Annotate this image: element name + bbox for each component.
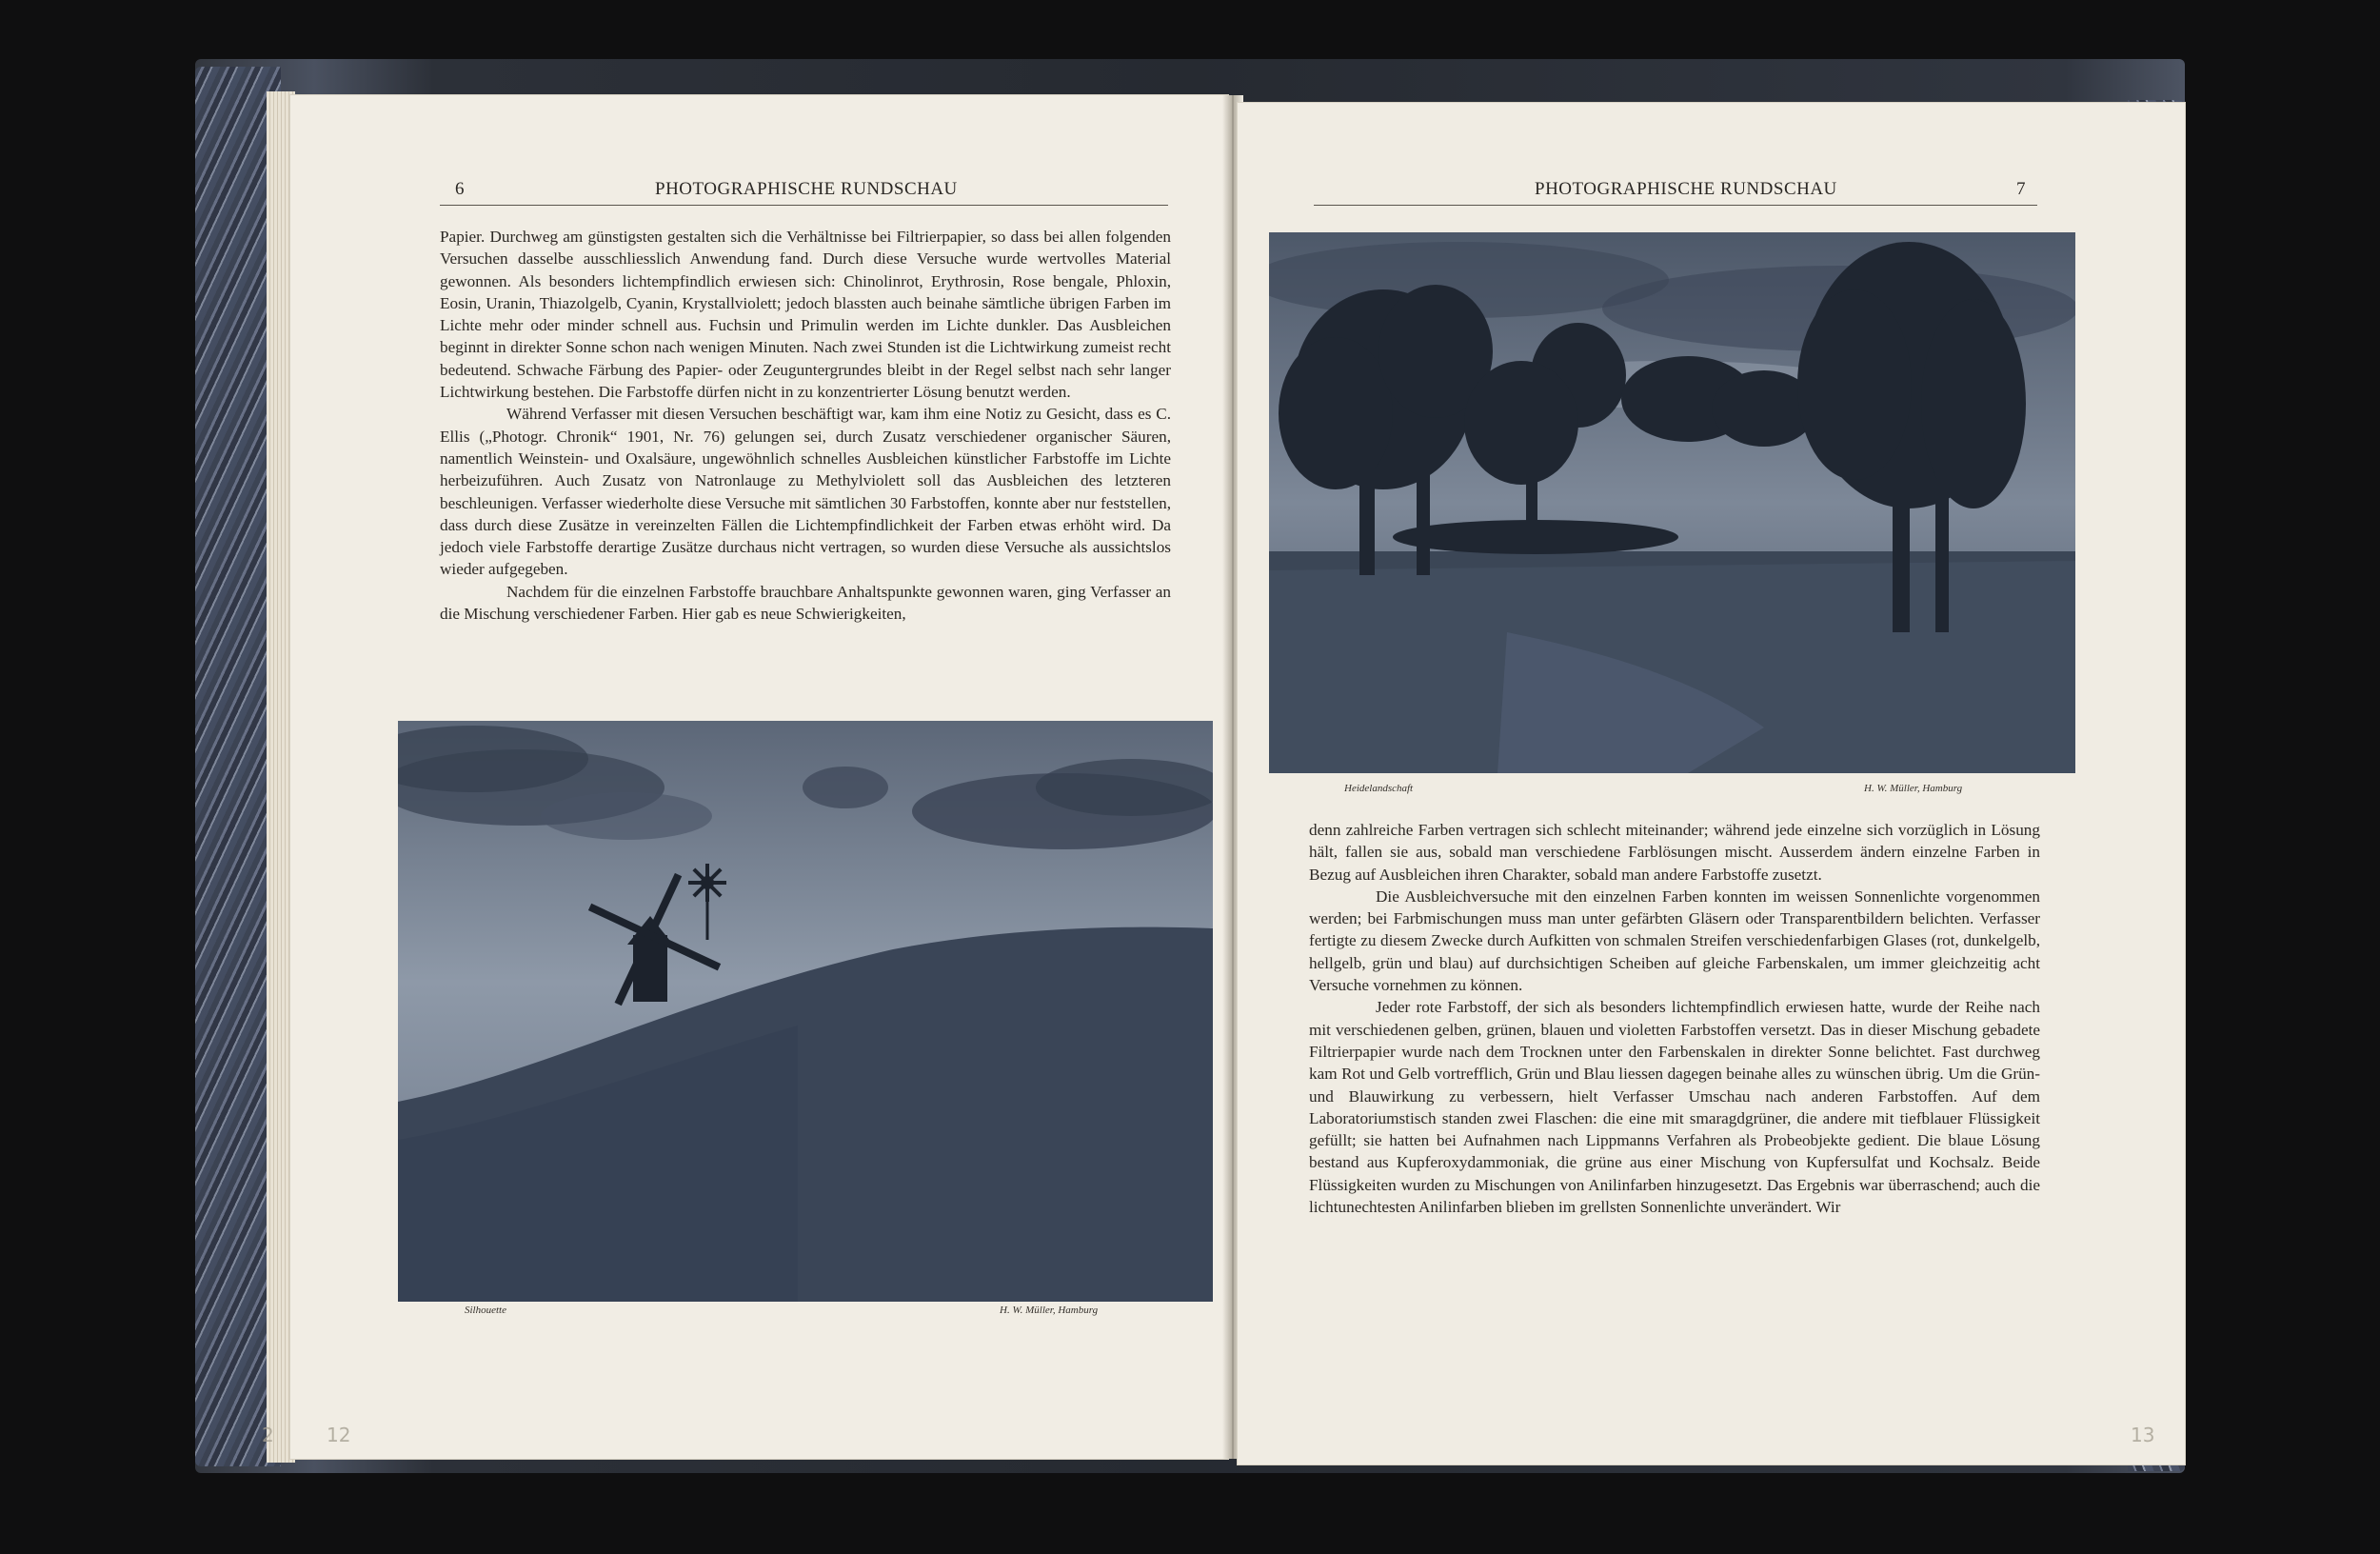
left-paragraph-1: Papier. Durchweg am günstigsten gestalten sich die Verhältnisse bei Filtrierpapier, so dass bei allen folgenden Versuchen dasselbe ausschliesslich Anwendung fand. Durch diese Versuche wurde wertvolles Material gewonnen. Als besonders lichtempfindlich erwiesen sich: Chinolinrot, Erythrosin, Rose bengale, Phloxin, Eosin, Uranin, Thiazolgelb, Cyanin, Krystallviolett; jedoch blassten auch beinahe sämtliche übrigen Farben im Lichte mehr oder minder schnell aus. Fuchsin und Primulin werden im Lichte dunkler. Das Ausbleichen beginnt in direkter Sonne schon nach wenigen Minuten. Nach zwei Stunden ist die Lichtwirkung zumeist recht bedeutend. Schwache Färbung des Papier- oder Zeuguntergrundes bleibt in der Regel selbst nach sehr langer Lichtwirkung bestehen. Die Farbstoffe dürfen nicht in zu konzentrierter Lösung benutzt werden.	[440, 228, 1171, 402]
right-paragraph-1: denn zahlreiche Farben vertragen sich schlecht miteinander; während jede einzelne sich vorzüglich in Lösung hält, fallen sie aus, sobald man verschiedene Farblösungen mischt. Ausserdem ändern einzelne Farben in Bezug auf Ausbleichen ihren Charakter, sobald man andere Farbstoffe zusetzt.	[1309, 821, 2040, 884]
heidelandschaft-photo-image	[1269, 232, 2075, 773]
left-page-number: 6	[455, 179, 465, 199]
silhouette-caption-title: Silhouette	[465, 1305, 506, 1316]
right-page-number: 7	[2016, 179, 2026, 199]
silhouette-caption-credit: H. W. Müller, Hamburg	[1000, 1305, 1099, 1316]
right-running-title: PHOTOGRAPHISCHE RUNDSCHAU	[1535, 179, 1837, 199]
left-body-text	[440, 226, 1171, 625]
left-header-rule	[440, 205, 1168, 206]
right-paragraph-3: Jeder rote Farbstoff, der sich als besonders lichtempfindlich erwiesen hatte, wurde der Reihe nach mit verschiedenen gelben, grünen, blauen und violetten Farbstoffen versetzt. Das in dieser Mischung gebadete Filtrierpapier wurde nach dem Trocknen unter den Farbenskalen in direkter Sonne belichtet. Fast durchweg kam Rot und Gelb vortrefflich, Grün und Blau liessen dagegen beinahe alles zu wünschen übrig. Um die Grün- und Blauwirkung zu verbessern, hielt Verfasser Umschau nach anderen Farbstoffen. Auf dem Laboratoriumstisch standen zwei Flaschen: die eine mit smaragdgrüner, die andere mit tiefblauer Flüssigkeit gefüllt; sie hatten bei Aufnahmen nach Lippmanns Verfahren als Probeobjekte gedient. Die blaue Lösung bestand aus Kupferoxydammoniak, die grüne aus einer Mischung von Kupfersulfat und Kochsalz. Beide Flüssigkeiten wurden zu Mischungen von Anilinfarben hinzugesetzt. Das Ergebnis war überraschend; auch die lichtunechtesten Anilinfarben blieben im grellsten Sonnenlichte unverändert. Wir	[1309, 998, 2040, 1217]
heidelandschaft-caption-credit: H. W. Müller, Hamburg	[1864, 783, 1963, 794]
left-paragraph-2: Während Verfasser mit diesen Versuchen beschäftigt war, kam ihm eine Notiz zu Gesicht, dass es C. Ellis („Photogr. Chronik“ 1901, Nr. 76) gelungen sei, durch Zusatz verschiedener organischer Säuren, namentlich Weinstein- und Oxalsäure, ungewöhnlich schnelles Ausbleichen künstlicher Farbstoffe im Lichte herbeizuführen. Auch Zusatz von Natronlauge zu Methylviolett soll das Ausbleichen des letzteren beschleunigen. Verfasser wiederholte diese Versuche mit sämtlichen 30 Farbstoffen, konnte aber nur feststellen, dass durch diese Zusätze in vereinzelten Fällen die Lichtempfindlichkeit der Farben etwas erhöht wird. Da jedoch viele Farbstoffe derartige Zusätze durchaus nicht vertragen, so wurden diese Versuche als aussichtslos wieder aufgegeben.	[440, 405, 1171, 579]
right-paragraph-2: Die Ausbleichversuche mit den einzelnen Farben konnten im weissen Sonnenlichte vorgenommen werden; bei Farbmischungen muss man unter gefärbten Gläsern oder Transparentbildern belichten. Verfasser fertigte zu diesem Zwecke durch Aufkitten von schmalen Streifen verschiedenfarbigen Glases (rot, dunkelgelb, hellgelb, grün und blau) auf durchsichtigen Scheiben auf gleiche Farbenskalen, um immer gleichzeitig acht Versuche vornehmen zu können.	[1309, 887, 2040, 995]
heidelandschaft-caption-title: Heidelandschaft	[1344, 783, 1414, 794]
silhouette-photo	[398, 721, 1213, 1302]
left-paragraph-3: Nachdem für die einzelnen Farbstoffe brauchbare Anhaltspunkte gewonnen waren, ging Verfasser an die Mischung verschiedener Farben. Hier gab es neue Schwierigkeiten,	[440, 582, 1171, 624]
left-running-title: PHOTOGRAPHISCHE RUNDSCHAU	[655, 179, 958, 199]
pencil-mark-13: 13	[2131, 1424, 2155, 1446]
silhouette-photo-image	[398, 721, 1213, 1302]
right-header-rule	[1314, 205, 2037, 206]
pencil-mark-2: 2	[262, 1424, 274, 1446]
right-body-text	[1309, 819, 2040, 1218]
heidelandschaft-photo	[1269, 232, 2075, 773]
pencil-mark-12: 12	[327, 1424, 351, 1446]
